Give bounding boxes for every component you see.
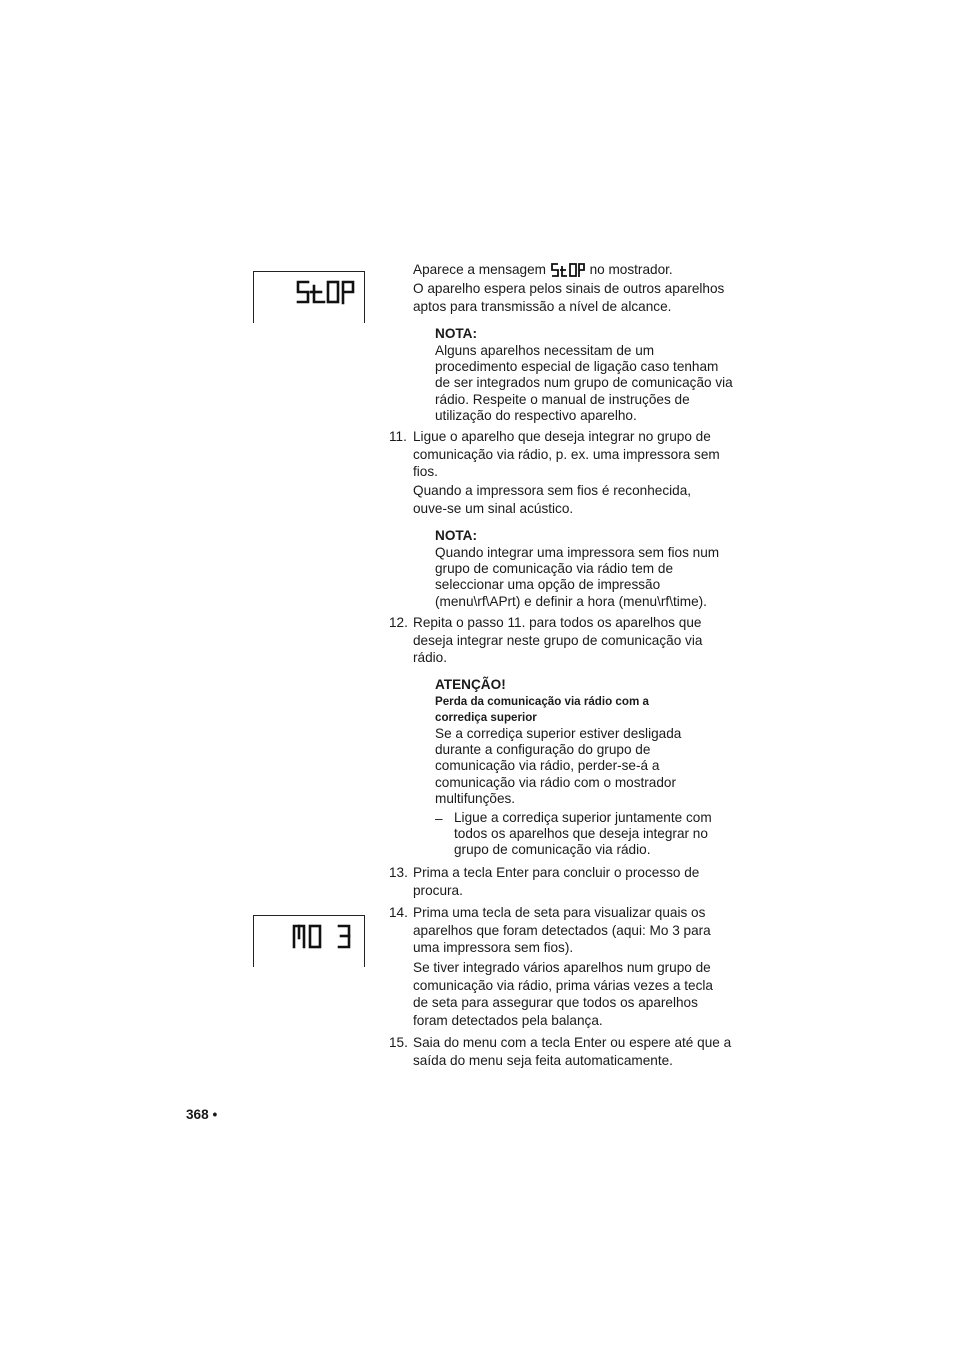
step13-text: Prima a tecla Enter para concluir o processo de procura. [413, 865, 700, 898]
step14-text: Prima uma tecla de seta para visualizar quais os aparelhos que foram detectados (aqui: Mo 3 para uma impressora sem fios). [413, 905, 711, 956]
lcd-display-mo3 [253, 915, 365, 967]
lcd-stop-icon [254, 272, 366, 324]
step12-text: Repita o passo 11. para todos os aparelhos que deseja integrar neste grupo de comunicação via rádio. [413, 615, 703, 666]
attention-bullet-marker: – [435, 811, 443, 826]
intro-line [413, 261, 743, 279]
page-number: 368 • [186, 1107, 218, 1122]
note1-body: Alguns aparelhos necessitam de um procedimento especial de ligação caso tenham de ser integrados num grupo de comunicação via rádio. Respeite o manual de instruções de utilização do respectivo aparelho. [435, 343, 733, 423]
step14-extra: Se tiver integrado vários aparelhos num grupo de comunicação via rádio, prima várias vezes a tecla de seta para assegurar que todos os aparelhos foram detectados pela balança. [413, 960, 713, 1028]
note2-body: Quando integrar uma impressora sem fios num grupo de comunicação via rádio tem de seleccionar uma opção de impressão (menu\rf\APrt) e definir a hora (menu\rf\time). [435, 545, 720, 609]
intro-text-before: Aparece a mensagem [413, 262, 546, 277]
note2-title: NOTA: [435, 528, 478, 543]
attention-body: Se a corrediça superior estiver desligada durante a configuração do grupo de comunicação via rádio, perder-se-á a comunicação via rádio com o mostrador multifunções. [435, 726, 682, 806]
stop-inline-icon [551, 263, 585, 277]
step14-number: 14. [389, 905, 408, 920]
intro-paragraph: O aparelho espera pelos sinais de outros aparelhos aptos para transmissão a nível de alcance. [413, 281, 725, 314]
lcd-mo3-icon [254, 916, 366, 968]
attention-subtitle: Perda da comunicação via rádio com a corrediça superior [435, 695, 649, 724]
note1-title: NOTA: [435, 326, 478, 341]
step15-text: Saia do menu com a tecla Enter ou espere até que a saída do menu seja feita automaticamente. [413, 1035, 732, 1068]
step11-extra: Quando a impressora sem fios é reconhecida, ouve-se um sinal acústico. [413, 483, 692, 516]
step12-number: 12. [389, 615, 408, 630]
intro-text-after: no mostrador. [589, 262, 673, 277]
attention-title: ATENÇÃO! [435, 677, 506, 692]
step11-number: 11. [389, 429, 407, 444]
step11-text: Ligue o aparelho que deseja integrar no grupo de comunicação via rádio, p. ex. uma impressora sem fios. [413, 429, 720, 480]
lcd-display-stop [253, 271, 365, 323]
step13-number: 13. [389, 865, 408, 880]
attention-bullet: Ligue a corrediça superior juntamente com todos os aparelhos que deseja integrar no grupo de comunicação via rádio. [454, 810, 712, 858]
step15-number: 15. [389, 1035, 408, 1050]
